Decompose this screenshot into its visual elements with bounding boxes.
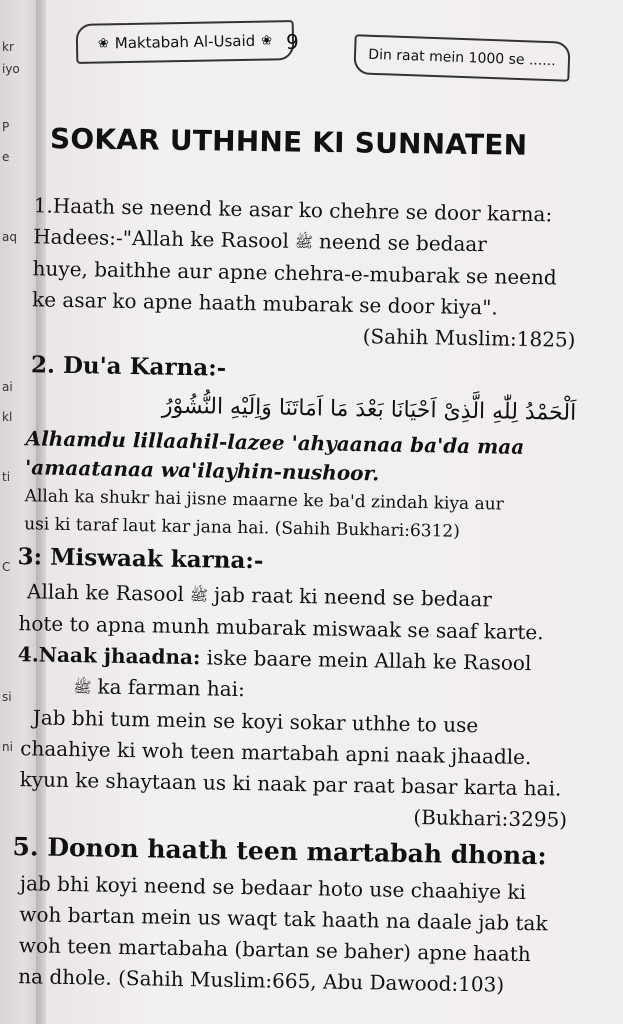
section-5-line: woh bartan mein us waqt tak haath na daale jab tak	[19, 902, 548, 936]
pbuh-icon: ﷺ	[73, 678, 92, 697]
section-4-line: kyun ke shaytaan us ki naak par raat basar karta hai.	[19, 767, 562, 801]
section-1-line: huye, baithhe aur apne chehra-e-mubarak se neend	[32, 256, 557, 290]
section-1-line: ke asar ko apne haath mubarak se door kiya".	[31, 287, 498, 320]
header-chapter-title: Din raat mein 1000 se ......	[353, 34, 570, 82]
section-4-line: Jab bhi tum mein se koyi sokar uthhe to use	[32, 705, 479, 738]
section-5-heading: 5. Donon haath teen martabah dhona:	[12, 832, 547, 871]
section-1-heading: 1.Haath se neend ke asar ko chehre se door karna:	[33, 193, 553, 227]
section-2-heading: 2. Du'a Karna:-	[30, 351, 227, 382]
page-body	[2, 190, 606, 1002]
section-5-line: woh teen martabaha (bartan se baher) apne haath	[18, 933, 531, 967]
section-3-text: jab raat ki neend se bedaar	[213, 582, 493, 612]
section-3-heading: 3: Miswaak karna:-	[17, 543, 264, 575]
section-5-line: jab bhi koyi neend se bedaar hoto use chaahiye ki	[19, 871, 527, 905]
header-book-title: Maktabah Al-Usaid	[114, 31, 256, 53]
page-title: SOKAR UTHHNE KI SUNNATEN	[49, 122, 528, 162]
section-2-transliteration: Alhamdu lillaahil-lazee 'ahyaanaa ba'da maa	[25, 426, 525, 459]
flower-ornament-icon: ❀	[261, 32, 273, 49]
page-number: 9	[286, 30, 299, 54]
left-page-edge: kr iyo P e aq ai kl ti C si ni	[0, 0, 40, 1024]
section-4-text: iske baare mein Allah ke Rasool	[206, 645, 532, 676]
section-1-reference: (Sahih Muslim:1825)	[362, 324, 576, 352]
section-4-line: chaahiye ki woh teen martabah apni naak jhaadle.	[20, 736, 532, 770]
pbuh-icon: ﷺ	[189, 586, 209, 605]
section-2-meaning: Allah ka shukr hai jisne maarne ke ba'd zindah kiya aur	[24, 486, 504, 515]
section-4-heading: 4.Naak jhaadna:	[17, 642, 201, 670]
header-book-title-box	[76, 20, 295, 64]
section-2-transliteration: 'amaatanaa wa'ilayhin-nushoor.	[24, 455, 380, 486]
section-2-meaning: usi ki taraf laut kar jana hai. (Sahih Bukhari:6312)	[23, 514, 460, 542]
book-page	[12, 0, 623, 1024]
section-1-text: Hadees:-"Allah ke Rasool	[32, 224, 290, 253]
section-4-text: ka farman hai:	[97, 674, 246, 702]
section-3-line: hote to apna munh mubarak miswaak se saaf karte.	[18, 611, 544, 645]
section-1-text: neend se bedaar	[318, 229, 488, 257]
pbuh-icon: ﷺ	[294, 232, 314, 252]
flower-ornament-icon: ❀	[97, 35, 109, 52]
section-5-line: na dhole. (Sahih Muslim:665, Abu Dawood:103)	[18, 964, 505, 997]
section-4-reference: (Bukhari:3295)	[413, 805, 568, 832]
section-2-arabic-dua: اَلْحَمْدُ لِلّٰهِ الَّذِیْ اَحْیَانَا بَعْدَ مَا اَمَاتَنَا وَاِلَیْهِ النُّشُوْرُ	[161, 393, 577, 426]
section-3-text: Allah ke Rasool	[26, 579, 185, 606]
